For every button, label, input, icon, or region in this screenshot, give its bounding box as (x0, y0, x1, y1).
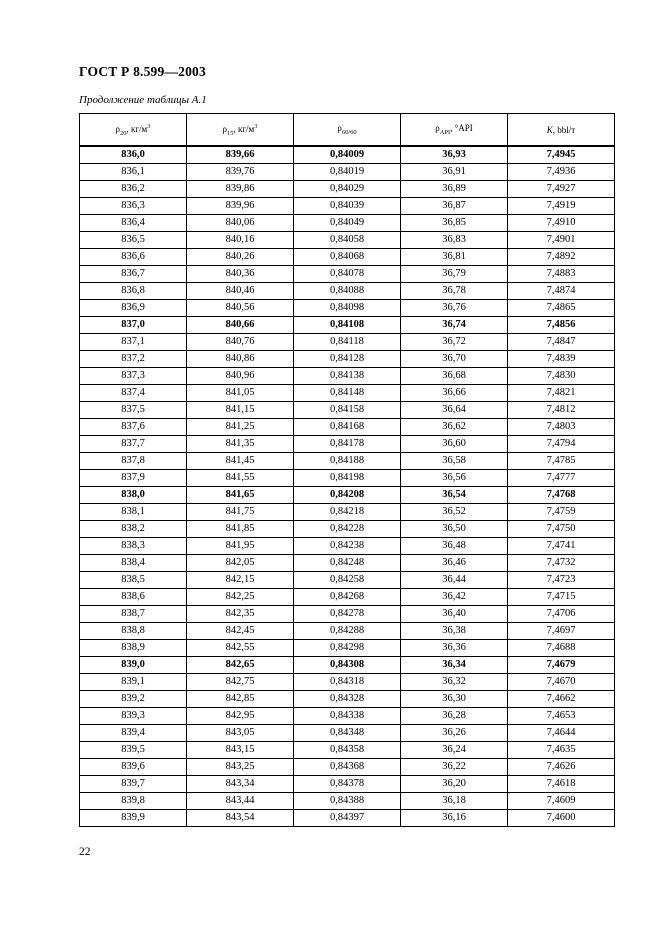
column-header (508, 114, 615, 147)
table-cell: 838,6 (80, 589, 187, 606)
table-row (80, 470, 615, 487)
table-cell: 843,34 (187, 776, 294, 793)
header-unit: , °API (450, 123, 473, 134)
table-cell: 839,3 (80, 708, 187, 725)
table-cell: 0,84368 (294, 759, 401, 776)
table-cell: 7,4653 (508, 708, 615, 725)
table-cell: 36,87 (401, 198, 508, 215)
table-cell: 838,9 (80, 640, 187, 657)
table-cell: 840,76 (187, 334, 294, 351)
table-cell: 841,95 (187, 538, 294, 555)
table-cell: 841,15 (187, 402, 294, 419)
table-cell: 0,84029 (294, 181, 401, 198)
table-cell: 36,40 (401, 606, 508, 623)
table-cell: 839,8 (80, 793, 187, 810)
table-cell: 843,54 (187, 810, 294, 827)
table-cell: 7,4856 (508, 317, 615, 334)
table-cell: 36,16 (401, 810, 508, 827)
table-cell: 0,84288 (294, 623, 401, 640)
table-cell: 839,66 (187, 146, 294, 164)
table-cell: 0,84049 (294, 215, 401, 232)
table-cell: 36,42 (401, 589, 508, 606)
table-cell: 836,2 (80, 181, 187, 198)
table-cell: 0,84088 (294, 283, 401, 300)
table-cell: 837,9 (80, 470, 187, 487)
table-row (80, 742, 615, 759)
table-cell: 836,0 (80, 146, 187, 164)
table-header (80, 114, 615, 147)
table-cell: 36,58 (401, 453, 508, 470)
column-header (294, 114, 401, 147)
table-row (80, 708, 615, 725)
table-cell: 7,4883 (508, 266, 615, 283)
table-cell: 36,83 (401, 232, 508, 249)
table-cell: 36,62 (401, 419, 508, 436)
table-cell: 36,26 (401, 725, 508, 742)
table-cell: 0,84388 (294, 793, 401, 810)
table-cell: 839,96 (187, 198, 294, 215)
table-row (80, 300, 615, 317)
table-caption: Продолжение таблицы А.1 (79, 94, 207, 106)
table-cell: 836,4 (80, 215, 187, 232)
table-row (80, 334, 615, 351)
table-cell: 842,75 (187, 674, 294, 691)
table-cell: 7,4697 (508, 623, 615, 640)
table-row (80, 351, 615, 368)
table-cell: 837,8 (80, 453, 187, 470)
table-cell: 0,84068 (294, 249, 401, 266)
table-row (80, 419, 615, 436)
column-header (401, 114, 508, 147)
table-cell: 36,20 (401, 776, 508, 793)
table-cell: 837,2 (80, 351, 187, 368)
header-unit: , кг/м (233, 123, 255, 134)
table-row (80, 198, 615, 215)
table-cell: 0,84009 (294, 146, 401, 164)
table-cell: 7,4945 (508, 146, 615, 164)
table-cell: 7,4600 (508, 810, 615, 827)
table-cell: 836,6 (80, 249, 187, 266)
table-cell: 0,84168 (294, 419, 401, 436)
table-cell: 7,4812 (508, 402, 615, 419)
table-cell: 0,84397 (294, 810, 401, 827)
table-cell: 36,24 (401, 742, 508, 759)
table-cell: 0,84248 (294, 555, 401, 572)
table-cell: 7,4741 (508, 538, 615, 555)
table-cell: 0,84138 (294, 368, 401, 385)
table-cell: 36,54 (401, 487, 508, 504)
table-cell: 841,45 (187, 453, 294, 470)
table-cell: 36,70 (401, 351, 508, 368)
table-row (80, 521, 615, 538)
table-cell: 841,85 (187, 521, 294, 538)
table-cell: 843,05 (187, 725, 294, 742)
table-cell: 0,84218 (294, 504, 401, 521)
table-cell: 838,4 (80, 555, 187, 572)
table-cell: 7,4618 (508, 776, 615, 793)
table-cell: 0,84128 (294, 351, 401, 368)
header-row (80, 114, 615, 147)
table-cell: 0,84039 (294, 198, 401, 215)
table-cell: 7,4768 (508, 487, 615, 504)
table-row (80, 606, 615, 623)
table-row (80, 538, 615, 555)
table-cell: 36,56 (401, 470, 508, 487)
table-cell: 841,55 (187, 470, 294, 487)
table-cell: 838,5 (80, 572, 187, 589)
table-cell: 7,4662 (508, 691, 615, 708)
table-row (80, 436, 615, 453)
table-cell: 0,84058 (294, 232, 401, 249)
table-cell: 7,4847 (508, 334, 615, 351)
table-cell: 36,79 (401, 266, 508, 283)
table-cell: 36,38 (401, 623, 508, 640)
table-cell: 7,4706 (508, 606, 615, 623)
table-cell: 0,84298 (294, 640, 401, 657)
table-cell: 36,89 (401, 181, 508, 198)
table-row (80, 504, 615, 521)
table-row (80, 215, 615, 232)
header-symbol: K (546, 124, 553, 135)
table-row (80, 181, 615, 198)
table-cell: 0,84318 (294, 674, 401, 691)
table-cell: 7,4750 (508, 521, 615, 538)
table-cell: 0,84198 (294, 470, 401, 487)
table-cell: 839,2 (80, 691, 187, 708)
table-cell: 836,3 (80, 198, 187, 215)
table-cell: 7,4635 (508, 742, 615, 759)
table-cell: 7,4901 (508, 232, 615, 249)
table-cell: 840,36 (187, 266, 294, 283)
table-cell: 7,4794 (508, 436, 615, 453)
table-row (80, 776, 615, 793)
table-cell: 0,84178 (294, 436, 401, 453)
table-cell: 838,8 (80, 623, 187, 640)
table-cell: 839,9 (80, 810, 187, 827)
table-cell: 36,50 (401, 521, 508, 538)
table-cell: 7,4830 (508, 368, 615, 385)
table-cell: 36,68 (401, 368, 508, 385)
table-cell: 837,1 (80, 334, 187, 351)
table-cell: 843,15 (187, 742, 294, 759)
table-cell: 0,84268 (294, 589, 401, 606)
table-cell: 842,55 (187, 640, 294, 657)
table-cell: 7,4688 (508, 640, 615, 657)
table-row (80, 249, 615, 266)
table-cell: 837,3 (80, 368, 187, 385)
column-header (80, 114, 187, 147)
table-cell: 0,84208 (294, 487, 401, 504)
table-row (80, 283, 615, 300)
table-cell: 840,06 (187, 215, 294, 232)
table-cell: 36,32 (401, 674, 508, 691)
table-cell: 841,25 (187, 419, 294, 436)
table-cell: 7,4865 (508, 300, 615, 317)
table-cell: 36,52 (401, 504, 508, 521)
header-subscript: 60/60 (341, 128, 357, 136)
table-cell: 0,84238 (294, 538, 401, 555)
table-cell: 840,16 (187, 232, 294, 249)
table-cell: 842,65 (187, 657, 294, 674)
table-row (80, 164, 615, 181)
table-cell: 7,4936 (508, 164, 615, 181)
header-unit: , bbl/т (552, 124, 576, 135)
table-cell: 839,0 (80, 657, 187, 674)
table-cell: 0,84358 (294, 742, 401, 759)
table-row (80, 793, 615, 810)
header-symbol: ρ (435, 123, 440, 134)
table-cell: 36,66 (401, 385, 508, 402)
table-cell: 0,84338 (294, 708, 401, 725)
table-row (80, 453, 615, 470)
table-cell: 843,44 (187, 793, 294, 810)
table-cell: 36,36 (401, 640, 508, 657)
table-cell: 0,84078 (294, 266, 401, 283)
table-row (80, 317, 615, 334)
table-cell: 36,93 (401, 146, 508, 164)
table-cell: 838,2 (80, 521, 187, 538)
table-cell: 0,84278 (294, 606, 401, 623)
table-cell: 7,4609 (508, 793, 615, 810)
table-cell: 840,46 (187, 283, 294, 300)
table-cell: 840,96 (187, 368, 294, 385)
table-cell: 36,91 (401, 164, 508, 181)
table-row (80, 146, 615, 164)
table-cell: 0,84348 (294, 725, 401, 742)
table-cell: 837,7 (80, 436, 187, 453)
table-row (80, 674, 615, 691)
table-cell: 840,86 (187, 351, 294, 368)
table-cell: 7,4785 (508, 453, 615, 470)
table-cell: 839,7 (80, 776, 187, 793)
table-row (80, 555, 615, 572)
table-cell: 36,18 (401, 793, 508, 810)
table-cell: 0,84098 (294, 300, 401, 317)
table-cell: 840,66 (187, 317, 294, 334)
table-cell: 839,86 (187, 181, 294, 198)
table-cell: 0,84148 (294, 385, 401, 402)
table-row (80, 725, 615, 742)
table-cell: 839,4 (80, 725, 187, 742)
table-cell: 0,84228 (294, 521, 401, 538)
table-cell: 7,4803 (508, 419, 615, 436)
table-cell: 839,6 (80, 759, 187, 776)
table-cell: 841,35 (187, 436, 294, 453)
header-superscript: 3 (147, 122, 151, 130)
page-number: 22 (79, 846, 91, 858)
table-cell: 842,15 (187, 572, 294, 589)
table-row (80, 640, 615, 657)
table-row (80, 572, 615, 589)
table-cell: 0,84158 (294, 402, 401, 419)
table-cell: 7,4927 (508, 181, 615, 198)
table-cell: 7,4919 (508, 198, 615, 215)
table-cell: 841,05 (187, 385, 294, 402)
table-cell: 7,4910 (508, 215, 615, 232)
table-cell: 837,5 (80, 402, 187, 419)
header-subscript: API (439, 128, 451, 136)
table-cell: 36,46 (401, 555, 508, 572)
table-cell: 36,60 (401, 436, 508, 453)
table-row (80, 589, 615, 606)
table-cell: 7,4759 (508, 504, 615, 521)
table-row (80, 691, 615, 708)
header-symbol: ρ (222, 123, 227, 134)
table-cell: 0,84328 (294, 691, 401, 708)
table-cell: 837,6 (80, 419, 187, 436)
table-row (80, 810, 615, 827)
table-cell: 840,26 (187, 249, 294, 266)
table-cell: 36,78 (401, 283, 508, 300)
table-row (80, 657, 615, 674)
table-row (80, 759, 615, 776)
header-superscript: 3 (254, 122, 258, 130)
header-unit: , кг/м (126, 123, 148, 134)
table-cell: 7,4644 (508, 725, 615, 742)
table-cell: 836,8 (80, 283, 187, 300)
table-cell: 839,5 (80, 742, 187, 759)
table-cell: 842,35 (187, 606, 294, 623)
table-cell: 842,05 (187, 555, 294, 572)
table-cell: 838,3 (80, 538, 187, 555)
table-cell: 841,65 (187, 487, 294, 504)
table-cell: 836,5 (80, 232, 187, 249)
table-cell: 841,75 (187, 504, 294, 521)
header-subscript: 15 (226, 129, 234, 137)
table-cell: 838,0 (80, 487, 187, 504)
table-cell: 838,7 (80, 606, 187, 623)
table-cell: 842,95 (187, 708, 294, 725)
table-cell: 36,76 (401, 300, 508, 317)
table-cell: 7,4679 (508, 657, 615, 674)
table-cell: 7,4723 (508, 572, 615, 589)
table-body (80, 146, 615, 827)
table-cell: 36,81 (401, 249, 508, 266)
table-cell: 7,4839 (508, 351, 615, 368)
table-cell: 7,4821 (508, 385, 615, 402)
table-cell: 836,9 (80, 300, 187, 317)
table-cell: 36,85 (401, 215, 508, 232)
table-row (80, 368, 615, 385)
table-cell: 839,76 (187, 164, 294, 181)
table-cell: 842,85 (187, 691, 294, 708)
header-symbol: ρ (337, 123, 342, 134)
table-cell: 7,4777 (508, 470, 615, 487)
table-row (80, 487, 615, 504)
table-cell: 7,4670 (508, 674, 615, 691)
table-row (80, 232, 615, 249)
table-cell: 36,44 (401, 572, 508, 589)
table-cell: 836,7 (80, 266, 187, 283)
table-cell: 36,28 (401, 708, 508, 725)
table-row (80, 623, 615, 640)
table-cell: 36,34 (401, 657, 508, 674)
table-cell: 36,72 (401, 334, 508, 351)
table-cell: 0,84308 (294, 657, 401, 674)
table-cell: 7,4715 (508, 589, 615, 606)
table-cell: 36,30 (401, 691, 508, 708)
table-cell: 837,4 (80, 385, 187, 402)
table-cell: 36,64 (401, 402, 508, 419)
table-cell: 36,48 (401, 538, 508, 555)
table-row (80, 266, 615, 283)
table-cell: 843,25 (187, 759, 294, 776)
header-symbol: ρ (115, 123, 120, 134)
table-cell: 7,4874 (508, 283, 615, 300)
table-cell: 36,74 (401, 317, 508, 334)
header-subscript: 20 (119, 129, 127, 137)
table-cell: 0,84188 (294, 453, 401, 470)
density-table (79, 113, 615, 827)
table-cell: 840,56 (187, 300, 294, 317)
table-cell: 36,22 (401, 759, 508, 776)
table-row (80, 402, 615, 419)
table-cell: 0,84118 (294, 334, 401, 351)
table-cell: 842,45 (187, 623, 294, 640)
table-cell: 0,84378 (294, 776, 401, 793)
table-cell: 7,4732 (508, 555, 615, 572)
table-cell: 836,1 (80, 164, 187, 181)
document-title: ГОСТ Р 8.599—2003 (79, 64, 206, 79)
table-cell: 7,4892 (508, 249, 615, 266)
table-row (80, 385, 615, 402)
table-cell: 839,1 (80, 674, 187, 691)
table-cell: 0,84258 (294, 572, 401, 589)
column-header (187, 114, 294, 147)
table-cell: 7,4626 (508, 759, 615, 776)
table-cell: 842,25 (187, 589, 294, 606)
table-cell: 838,1 (80, 504, 187, 521)
table-cell: 0,84019 (294, 164, 401, 181)
table-cell: 837,0 (80, 317, 187, 334)
table-cell: 0,84108 (294, 317, 401, 334)
